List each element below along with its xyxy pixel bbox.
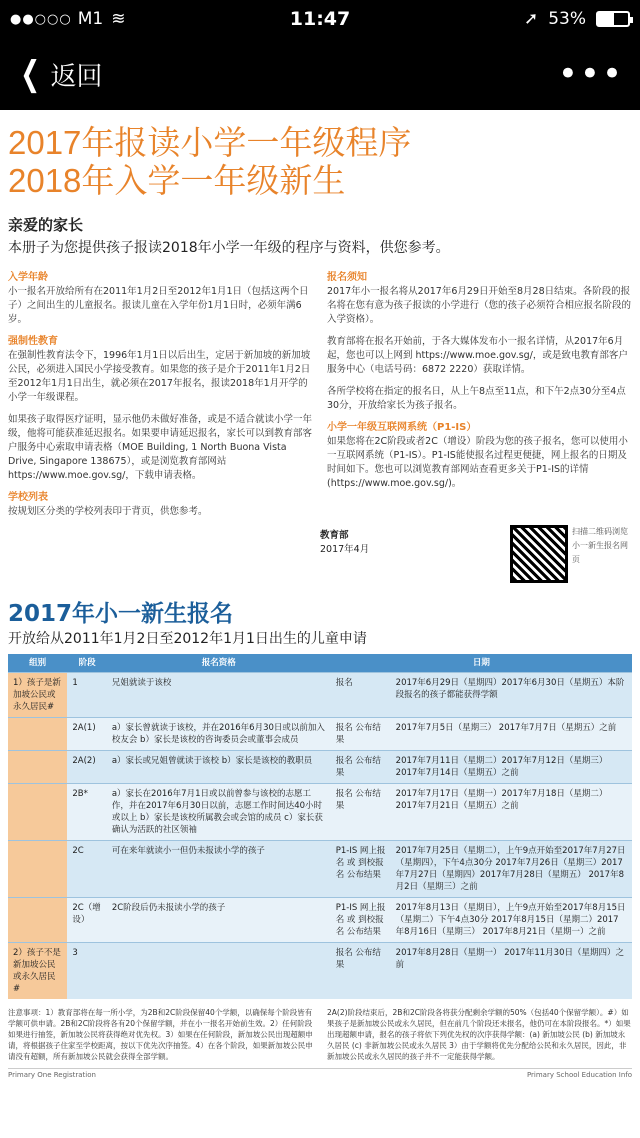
paragraph: 教育部将在报名开始前，于各大媒体发布小一报名详情，从2017年6月起，您也可以上网到 https://www.moe.gov.sg/，或是致电教育部客户服务中心（电话号码：6872 2220）获取详情。 bbox=[327, 336, 628, 375]
table-cell: 2017年6月29日（星期四）2017年6月30日（星期五）本阶段报名的孩子都能获得学额 bbox=[391, 672, 632, 717]
paragraph: 2017年小一报名将从2017年6月29日开始至8月28日结束。各阶段的报名将在您有意为孩子报读的小学进行（您的孩子必须符合相应报名阶段的入学资格）。 bbox=[327, 286, 632, 325]
location-icon: ➚ bbox=[523, 9, 539, 29]
table-cell: 2B* bbox=[67, 783, 106, 840]
table-cell: 3 bbox=[67, 942, 106, 999]
table-header: 组别 bbox=[8, 654, 67, 672]
signature-date: 2017年4月 bbox=[320, 544, 370, 555]
nav-bar bbox=[0, 38, 640, 110]
footer-right: Primary School Education Info bbox=[526, 1070, 632, 1079]
footer-left: Primary One Registration bbox=[8, 1070, 96, 1079]
table-row bbox=[8, 942, 632, 999]
table-cell: 1 bbox=[67, 672, 106, 717]
table-cell: 可在来年就读小一但仍未报读小学的孩子 bbox=[107, 840, 331, 897]
table-cell: 2C（增设） bbox=[67, 897, 106, 942]
paragraph: 如果您将在2C阶段或者2C（增设）阶段为您的孩子报名，您可以使用小一互联网系统（P1-IS）。P1-IS能使报名过程更便捷，网上报名的日期及时间如下。您也可以浏览教育部网站查看更多关于P1-IS的详情(https://www.moe.gov.sg/)。 bbox=[327, 436, 628, 489]
signature-org: 教育部 bbox=[320, 530, 349, 541]
registration-table bbox=[8, 654, 632, 999]
qr-code bbox=[510, 525, 568, 583]
table-cell: 2017年7月17日（星期一）2017年7月18日（星期二） 2017年7月21日（星期五）之前 bbox=[391, 783, 632, 840]
section-subtitle: 开放给从2011年1月2日至2012年1月1日出生的儿童申请 bbox=[8, 631, 367, 647]
table-cell: a）家长曾就读于该校，并在2016年6月30日或以前加入校友会 b）家长是该校的咨询委员会或董事会成员 bbox=[107, 717, 331, 750]
intro-text: 本册子为您提供孩子报读2018年小学一年级的程序与资料，供您参考。 bbox=[8, 240, 450, 256]
table-cell bbox=[8, 717, 67, 750]
table-cell: 1）孩子是新加坡公民或永久居民# bbox=[8, 672, 67, 717]
table-header: 日期 bbox=[331, 654, 632, 672]
battery-percent: 53% bbox=[548, 9, 586, 29]
table-cell: P1-IS 网上报名 或 到校报名 公布结果 bbox=[331, 840, 391, 897]
section-heading: 小学一年级互联网系统（P1-IS） bbox=[327, 422, 477, 433]
paragraph: 按规划区分类的学校列表印于背页，供您参考。 bbox=[8, 506, 208, 517]
table-cell: 报名 公布结果 bbox=[331, 783, 391, 840]
document-image bbox=[0, 124, 640, 1079]
table-cell bbox=[8, 783, 67, 840]
notes-left: 注意事项：1）教育部将在每一所小学，为2B和2C阶段保留40个学额，以确保每个阶段皆有学额可供申请。2B和2C阶段将各有20个保留学额，并在小一报名开始前生效。2）任何阶段如果进行抽签，新加坡公民将获得绝对优先权。3）如果在任何阶段，新加坡公民出现超额申请，将根据孩子住家至学校距离，按以下优先次序抽签。4）在各个阶段，如果新加坡公民申请没有超额，所有新加坡公民就会获得全部学额。 bbox=[8, 1007, 313, 1061]
section-heading: 报名须知 bbox=[327, 272, 367, 283]
table-cell: 2017年7月25日（星期二），上午9点开始至2017年7月27日（星期四），下午4点30分 2017年7月26日（星期三）2017年7月27日（星期四）2017年7月28日（星期五） 2017年8月2日（星期三）之前 bbox=[391, 840, 632, 897]
carrier-label: M1 bbox=[77, 9, 104, 29]
wifi-icon: ≋ bbox=[111, 9, 126, 29]
paragraph: 在强制性教育法令下，1996年1月1日以后出生，定居于新加坡的新加坡公民，必须进入国民小学接受教育。如果您的孩子是介于2011年1月2日至2012年1月1日出生，就必须在2017年报名，报读2018年1月开学的小学一年级课程。 bbox=[8, 350, 311, 403]
qr-caption: 扫描二维码浏览小一新生报名网页 bbox=[572, 527, 628, 564]
right-column bbox=[327, 271, 632, 519]
signal-icon: ●●○○○ bbox=[10, 11, 72, 27]
clock: 11:47 bbox=[289, 8, 351, 30]
table-cell bbox=[107, 942, 331, 999]
table-cell: a）家长在2016年7月1日或以前曾参与该校的志愿工作，并在2017年6月30日以前，志愿工作时间达40小时或以上 b）家长是该校所属教会或会馆的成员 c）家长获确认为活跃的社区领袖 bbox=[107, 783, 331, 840]
more-menu-button[interactable]: ••• bbox=[557, 54, 624, 94]
table-cell: 2017年8月13日（星期日），上午9点开始至2017年8月15日（星期二）下午4点30分 2017年8月15日（星期二）2017年8月16日（星期三） 2017年8月21日（星期一）之前 bbox=[391, 897, 632, 942]
doc-title-1: 2017年报读小学一年级程序 bbox=[8, 124, 412, 161]
back-button[interactable] bbox=[16, 54, 103, 94]
chevron-left-icon: ❮ bbox=[20, 54, 41, 94]
section-heading: 入学年龄 bbox=[8, 272, 48, 283]
table-row bbox=[8, 672, 632, 717]
table-header: 报名资格 bbox=[107, 654, 331, 672]
paragraph: 小一报名开放给所有在2011年1月2日至2012年1月1日（包括这两个日子）之间出生的儿童报名。报读儿童在入学年份1月1日时，必须年满6岁。 bbox=[8, 286, 309, 325]
table-cell: P1-IS 网上报名 或 到校报名 公布结果 bbox=[331, 897, 391, 942]
table-cell: 2A(2) bbox=[67, 750, 106, 783]
battery-icon bbox=[596, 11, 630, 27]
greeting: 亲爱的家长 bbox=[8, 216, 84, 234]
table-cell: 2A(1) bbox=[67, 717, 106, 750]
section-heading: 强制性教育 bbox=[8, 336, 58, 347]
paragraph: 如果孩子取得医疗证明，显示他仍未做好准备，或是不适合就读小学一年级，他将可能获准延迟报名。如果要申请延迟报名，家长可以到教育部客户服务中心索取申请表格（MOE Building, 1 North Buona Vista Drive, Singapore 138675），或是浏览教育部网站 https://www.moe.gov.sg/，下载申请表格。 bbox=[8, 414, 313, 481]
status-bar bbox=[0, 0, 640, 38]
table-row bbox=[8, 750, 632, 783]
table-cell: 报名 公布结果 bbox=[331, 942, 391, 999]
table-header: 阶段 bbox=[67, 654, 106, 672]
table-cell: 报名 公布结果 bbox=[331, 717, 391, 750]
table-row bbox=[8, 783, 632, 840]
table-cell bbox=[8, 750, 67, 783]
table-cell: 兄姐就读于该校 bbox=[107, 672, 331, 717]
table-cell: 2017年8月28日（星期一） 2017年11月30日（星期四）之前 bbox=[391, 942, 632, 999]
table-row bbox=[8, 717, 632, 750]
section-heading: 学校列表 bbox=[8, 492, 48, 503]
table-cell: 报名 bbox=[331, 672, 391, 717]
paragraph: 各所学校将在指定的报名日，从上午8点至11点，和下午2点30分至4点30分，开放给家长为孩子报名。 bbox=[327, 386, 626, 411]
table-cell: 2C阶段后仍未报读小学的孩子 bbox=[107, 897, 331, 942]
notes-right: 2A(2)阶段结束后，2B和2C阶段各将获分配剩余学额的50%（包括40个保留学额）。#）如果孩子是新加坡公民或永久居民，但在前几个阶段还未报名，他仍可在本阶段报名。*）如果出现超额申请，报名的孩子将依下列优先权的次序获得学额：(a) 新加坡公民 (b) 新加坡永久居民 (c) 非新加坡公民或永久居民 3）由于学额将优先分配给公民和永久居民，因此，非新加坡公民或永久居民的孩子并不一定能获得学额。 bbox=[327, 1007, 631, 1061]
section-title: 2017年小一新生报名 bbox=[8, 601, 234, 627]
table-cell: 2C bbox=[67, 840, 106, 897]
table-cell: 2017年7月5日（星期三） 2017年7月7日（星期五）之前 bbox=[391, 717, 632, 750]
table-cell bbox=[8, 840, 67, 897]
table-cell: 2）孩子不是新加坡公民或永久居民# bbox=[8, 942, 67, 999]
table-cell: 报名 公布结果 bbox=[331, 750, 391, 783]
back-label: 返回 bbox=[50, 61, 103, 92]
table-cell: a）家长或兄姐曾就读于该校 b）家长是该校的教职员 bbox=[107, 750, 331, 783]
left-column bbox=[8, 271, 313, 519]
table-cell bbox=[8, 897, 67, 942]
table-row bbox=[8, 840, 632, 897]
table-row bbox=[8, 897, 632, 942]
table-cell: 2017年7月11日（星期二）2017年7月12日（星期三） 2017年7月14日（星期五）之前 bbox=[391, 750, 632, 783]
doc-title-2: 2018年入学一年级新生 bbox=[8, 162, 346, 199]
